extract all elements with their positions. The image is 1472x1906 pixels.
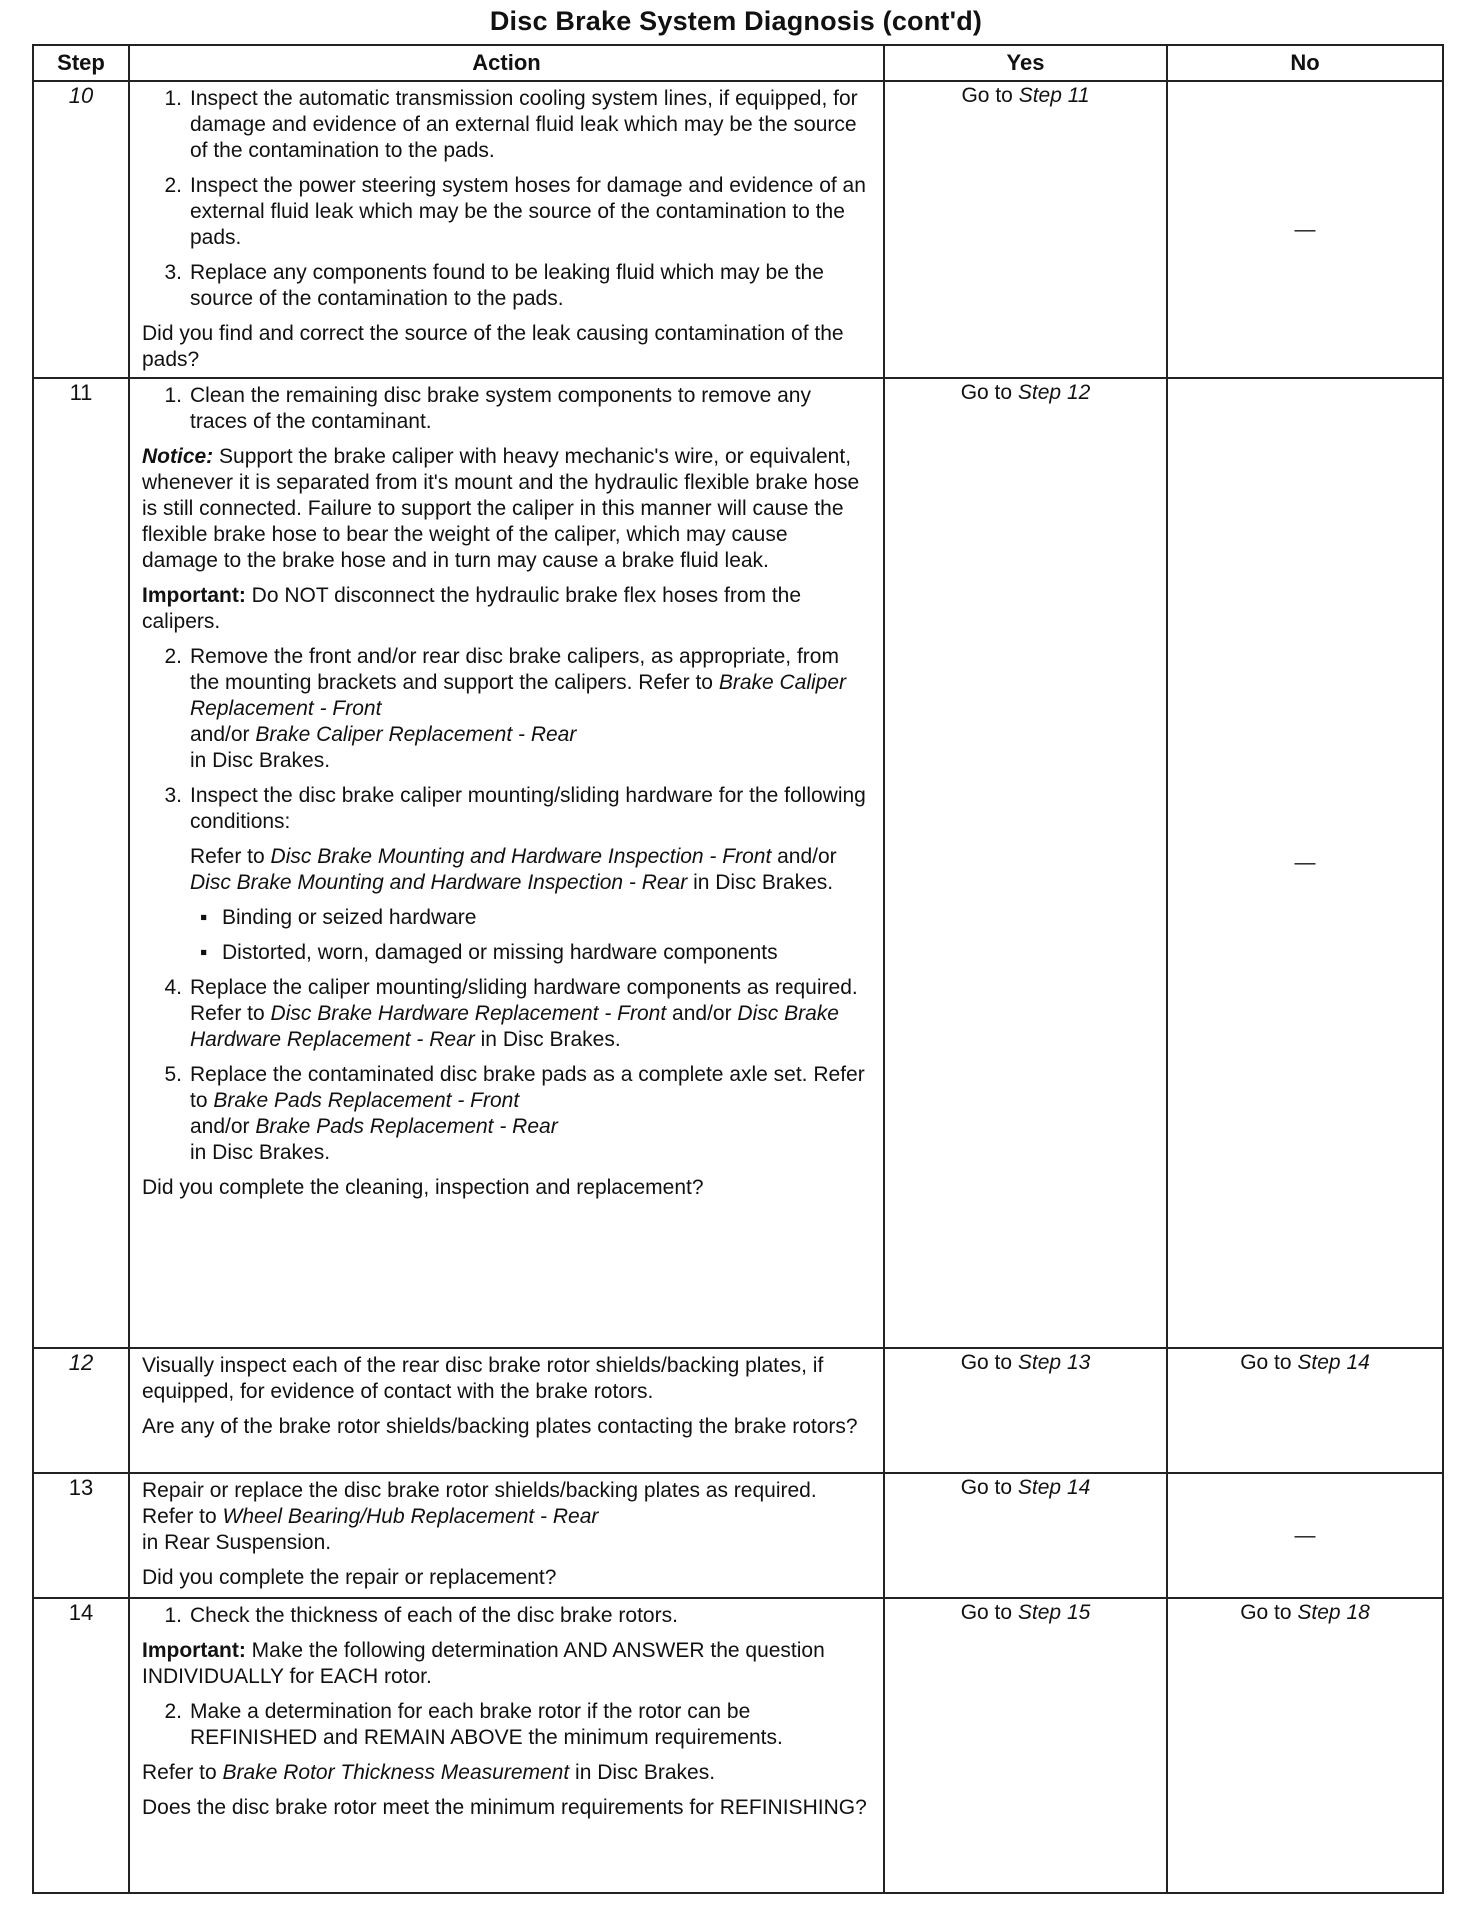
item-number: 2. <box>164 645 182 668</box>
step-number: 14 <box>33 1598 129 1893</box>
notice-label: Notice: <box>142 445 214 468</box>
reference-link[interactable]: Brake Pads Replacement - Front <box>213 1089 520 1112</box>
action-cell <box>129 378 884 1348</box>
item-number: 5. <box>164 1063 182 1086</box>
text-segment: and/or <box>190 1115 250 1138</box>
text-segment: Refer to <box>142 1761 217 1784</box>
item-number: 3. <box>164 261 182 284</box>
item-number: 3. <box>164 784 182 807</box>
text-segment: in Disc Brakes. <box>480 1028 621 1051</box>
no-cell <box>1167 81 1443 378</box>
list-item <box>142 1603 869 1629</box>
bullet-item <box>200 905 869 931</box>
yes-step-link[interactable]: Step 11 <box>1018 84 1090 107</box>
item-text <box>190 1062 869 1166</box>
text-segment: Refer to <box>190 845 265 868</box>
yes-step-link[interactable]: Step 15 <box>1017 1601 1091 1624</box>
reference-link[interactable]: Brake Caliper Replacement - Rear <box>255 723 577 746</box>
no-cell <box>1167 1348 1443 1473</box>
reference-link[interactable]: Disc Brake Mounting and Hardware Inspection - Front <box>270 845 772 868</box>
no-cell <box>1167 1473 1443 1598</box>
yes-cell <box>884 378 1167 1348</box>
item-text: Clean the remaining disc brake system components to remove any traces of the contaminant. <box>190 384 811 433</box>
header-step: Step <box>33 45 129 81</box>
action-text <box>142 1478 869 1556</box>
yes-prefix: Go to <box>961 84 1013 107</box>
table-row-step-10 <box>33 81 1443 378</box>
list-item <box>142 644 869 774</box>
no-step-link[interactable]: Step 14 <box>1297 1351 1370 1374</box>
text-segment: Replace the contaminated disc brake pads as a complete axle set. Refer to <box>190 1063 865 1112</box>
list-item <box>142 1699 869 1751</box>
question-text: Did you complete the cleaning, inspection and replacement? <box>142 1176 704 1199</box>
item-text: Check the thickness of each of the disc brake rotors. <box>190 1604 678 1627</box>
yes-step-link[interactable]: Step 14 <box>1017 1476 1091 1499</box>
bullet-icon: ▪ <box>200 941 208 964</box>
yes-cell <box>884 1598 1167 1893</box>
notice-text: Support the brake caliper with heavy mechanic's wire, or equivalent, whenever it is separated from it's mount and the hydraulic flexible brake hose is still connected. Failure to support the caliper in this manner will cause the flexible brake hose to bear the weight of the caliper, which may cause damage to the brake hose and in turn may cause a brake fluid leak. <box>142 445 860 572</box>
no-dash: — <box>1294 851 1316 874</box>
header-action: Action <box>129 45 884 81</box>
yes-cell <box>884 1348 1167 1473</box>
table-row-step-13 <box>33 1473 1443 1598</box>
no-prefix: Go to <box>1240 1601 1292 1624</box>
item-number: 1. <box>164 87 182 110</box>
action-text: Visually inspect each of the rear disc brake rotor shields/backing plates, if equipped, for evidence of contact with the brake rotors. <box>142 1354 824 1403</box>
item-text: Replace any components found to be leaking fluid which may be the source of the contamination to the pads. <box>190 261 824 310</box>
item-number: 1. <box>164 1604 182 1627</box>
no-dash: — <box>1294 1523 1316 1547</box>
yes-step-link[interactable]: Step 12 <box>1017 381 1091 404</box>
list-item <box>142 260 869 312</box>
bullet-text: Binding or seized hardware <box>222 906 477 929</box>
action-cell <box>129 1473 884 1598</box>
yes-prefix: Go to <box>960 1476 1013 1499</box>
important-label: Important: <box>142 1639 246 1662</box>
yes-cell <box>884 81 1167 378</box>
item-number: 4. <box>164 976 182 999</box>
table-row-step-14 <box>33 1598 1443 1893</box>
reference-link[interactable]: Brake Pads Replacement - Rear <box>255 1115 558 1138</box>
question-text: Are any of the brake rotor shields/backing plates contacting the brake rotors? <box>142 1415 858 1438</box>
text-segment: and/or <box>672 1002 732 1025</box>
table-header-row <box>33 45 1443 81</box>
item-text: Inspect the power steering system hoses for damage and evidence of an external fluid leak which may be the source of the contamination to the pads. <box>190 174 866 249</box>
text-segment: Repair or replace the disc brake rotor shields/backing plates as required. Refer to <box>142 1479 817 1528</box>
important-label: Important: <box>142 584 246 607</box>
yes-prefix: Go to <box>960 381 1013 404</box>
item-number: 1. <box>164 384 182 407</box>
question-text: Did you find and correct the source of the leak causing contamination of the pads? <box>142 322 844 371</box>
list-item <box>142 783 869 835</box>
yes-cell <box>884 1473 1167 1598</box>
no-step-link[interactable]: Step 18 <box>1297 1601 1370 1624</box>
question-text: Does the disc brake rotor meet the minimum requirements for REFINISHING? <box>142 1796 867 1819</box>
item-text: Inspect the automatic transmission cooling system lines, if equipped, for damage and evidence of an external fluid leak which may be the source of the contamination to the pads. <box>190 87 858 162</box>
no-prefix: Go to <box>1240 1351 1292 1374</box>
text-segment: Remove the front and/or rear disc brake calipers, as appropriate, from the mounting brackets and support the calipers. Refer to <box>190 645 839 694</box>
item-number: 2. <box>164 174 182 197</box>
no-cell <box>1167 1598 1443 1893</box>
text-segment: and/or <box>777 845 837 868</box>
important-text: Make the following determination AND ANSWER the question INDIVIDUALLY for EACH rotor. <box>142 1639 825 1688</box>
text-segment: in Disc Brakes. <box>693 871 834 894</box>
text-segment: in Rear Suspension. <box>142 1531 332 1554</box>
no-cell <box>1167 378 1443 1348</box>
page-title: Disc Brake System Diagnosis (cont'd) <box>489 6 983 36</box>
header-yes: Yes <box>884 45 1167 81</box>
important-block <box>142 583 869 635</box>
step-number: 10 <box>33 81 129 378</box>
bullet-text: Distorted, worn, damaged or missing hardware components <box>222 941 778 964</box>
action-cell <box>129 1348 884 1473</box>
no-dash: — <box>1294 217 1316 241</box>
refer-to-block <box>142 1760 869 1786</box>
reference-link[interactable]: Disc Brake Mounting and Hardware Inspection - Rear <box>190 871 688 894</box>
list-item <box>142 975 869 1053</box>
text-segment: in Disc Brakes. <box>190 749 331 772</box>
notice-block <box>142 444 869 574</box>
item-number: 2. <box>164 1700 182 1723</box>
text-segment: in Disc Brakes. <box>190 1141 331 1164</box>
reference-link[interactable]: Disc Brake Hardware Replacement - Front <box>270 1002 667 1025</box>
step-number: 13 <box>33 1473 129 1598</box>
list-item <box>142 1062 869 1166</box>
list-item <box>142 173 869 251</box>
reference-link[interactable]: Wheel Bearing/Hub Replacement - Rear <box>222 1505 599 1528</box>
bullet-icon: ▪ <box>200 906 208 929</box>
item-text <box>190 644 869 774</box>
item-text: Make a determination for each brake rotor if the rotor can be REFINISHED and REMAIN ABOVE the minimum requirements. <box>190 1700 783 1749</box>
yes-prefix: Go to <box>960 1351 1013 1374</box>
step-number: 11 <box>33 378 129 1348</box>
bullet-item <box>200 940 869 966</box>
text-segment: in Disc Brakes. <box>575 1761 716 1784</box>
table-row-step-11 <box>33 378 1443 1348</box>
question-text: Did you complete the repair or replacement? <box>142 1566 557 1589</box>
action-cell <box>129 1598 884 1893</box>
list-item <box>142 86 869 164</box>
header-no: No <box>1167 45 1443 81</box>
yes-prefix: Go to <box>960 1601 1013 1624</box>
reference-link[interactable]: Brake Caliper Replacement - Front <box>190 671 847 720</box>
item-text <box>190 975 869 1053</box>
yes-step-link[interactable]: Step 13 <box>1017 1351 1091 1374</box>
diagnosis-table <box>32 44 1444 1894</box>
text-segment: and/or <box>190 723 250 746</box>
step-number: 12 <box>33 1348 129 1473</box>
item-text: Inspect the disc brake caliper mounting/sliding hardware for the following conditions: <box>190 784 866 833</box>
important-block <box>142 1638 869 1690</box>
table-row-step-12 <box>33 1348 1443 1473</box>
list-item <box>142 383 869 435</box>
action-cell <box>129 81 884 378</box>
reference-link[interactable]: Disc Brake Hardware Replacement - Rear <box>190 1002 839 1051</box>
reference-link[interactable]: Brake Rotor Thickness Measurement <box>222 1761 570 1784</box>
text-segment: Replace the caliper mounting/sliding hardware components as required. Refer to <box>190 976 858 1025</box>
important-text: Do NOT disconnect the hydraulic brake flex hoses from the calipers. <box>142 584 802 633</box>
refer-to-block <box>190 844 869 896</box>
